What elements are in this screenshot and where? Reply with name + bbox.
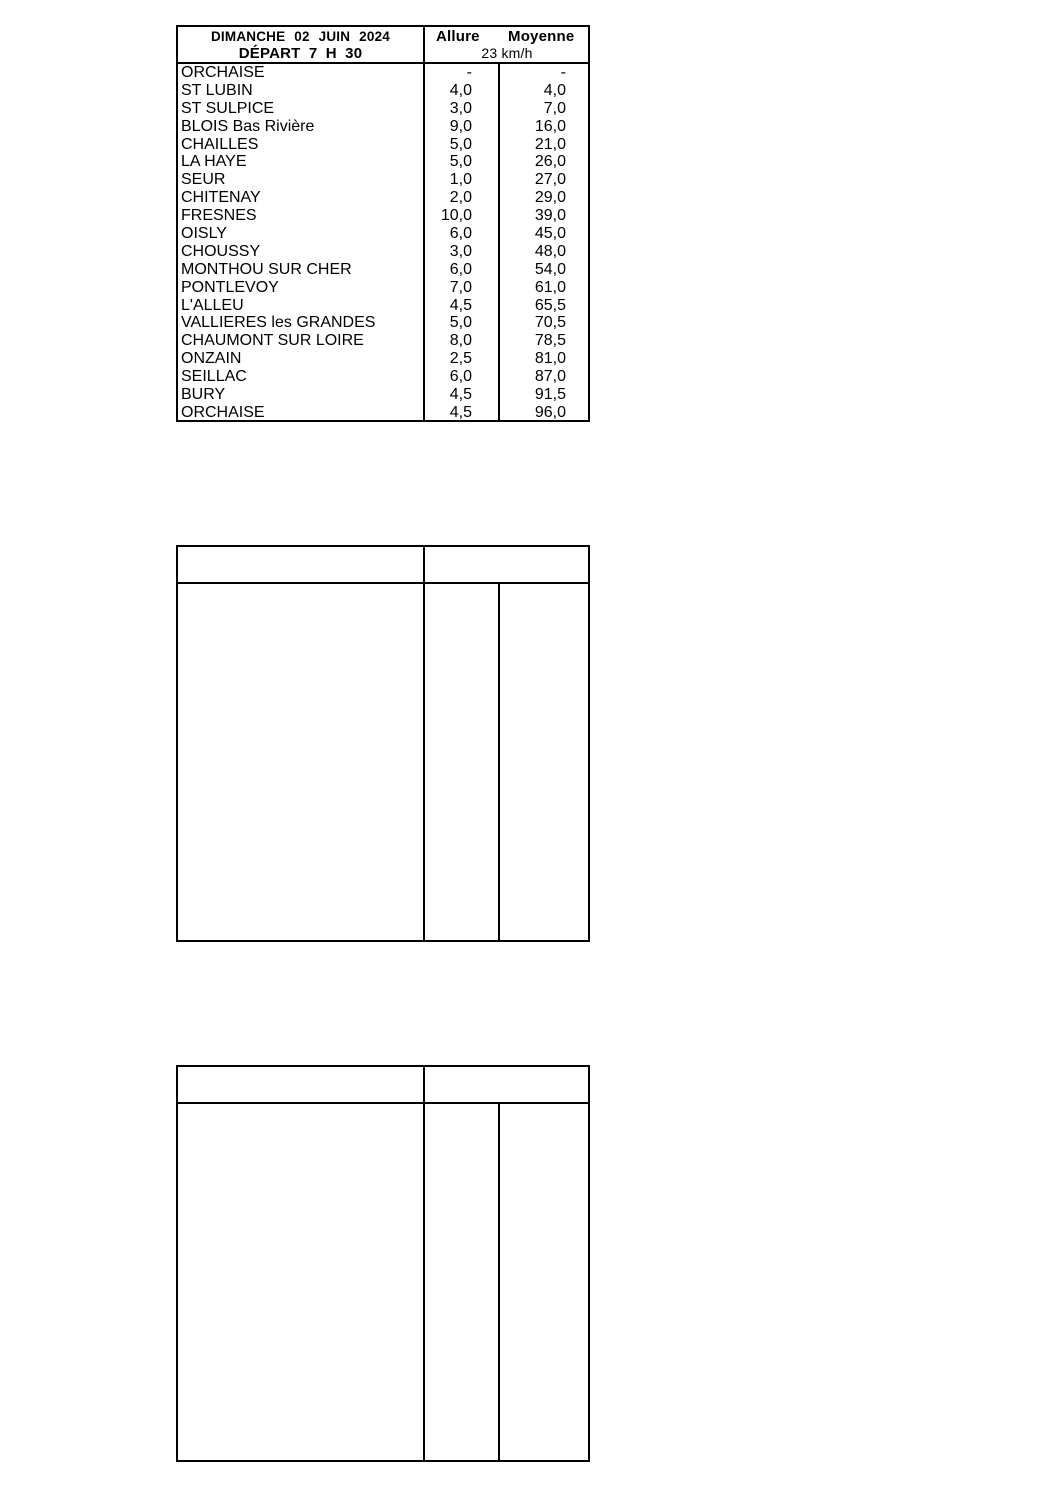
moyenne-value: 7,0 bbox=[543, 99, 566, 117]
moyenne-value: 21,0 bbox=[534, 135, 566, 153]
moyenne-value: - bbox=[560, 64, 566, 81]
allure-value: 9,0 bbox=[449, 117, 472, 135]
table-row bbox=[178, 332, 588, 350]
table-row bbox=[178, 225, 588, 243]
header-date: DIMANCHE 02 JUIN 2024 bbox=[210, 29, 390, 44]
header-divider bbox=[178, 1102, 588, 1104]
header-divider bbox=[178, 582, 588, 584]
table-row bbox=[178, 64, 588, 82]
allure-value: 2,5 bbox=[449, 350, 472, 368]
column-divider bbox=[498, 583, 500, 940]
moyenne-value: 81,0 bbox=[534, 350, 566, 368]
town-name: ST LUBIN bbox=[181, 81, 253, 99]
route-rows bbox=[178, 64, 588, 422]
table-row bbox=[178, 386, 588, 404]
town-name: FRESNES bbox=[181, 207, 257, 225]
moyenne-value: 27,0 bbox=[534, 171, 566, 189]
table-row bbox=[178, 118, 588, 136]
moyenne-value: 4,0 bbox=[543, 81, 566, 99]
town-name: SEUR bbox=[181, 171, 226, 189]
table-row bbox=[178, 297, 588, 315]
town-name: VALLIERES les GRANDES bbox=[181, 314, 376, 332]
allure-value: 10,0 bbox=[440, 207, 472, 225]
town-name: OISLY bbox=[181, 225, 227, 243]
moyenne-value: 45,0 bbox=[534, 225, 566, 243]
header-date-block bbox=[178, 28, 423, 62]
moyenne-value: 78,5 bbox=[534, 332, 566, 350]
allure-value: 5,0 bbox=[449, 135, 472, 153]
town-name: L'ALLEU bbox=[181, 296, 244, 314]
town-name: SEILLAC bbox=[181, 368, 247, 386]
table-row bbox=[178, 82, 588, 100]
header-moyenne: Moyenne bbox=[508, 28, 575, 45]
moyenne-value: 91,5 bbox=[534, 386, 566, 404]
moyenne-value: 54,0 bbox=[534, 260, 566, 278]
allure-value: 8,0 bbox=[449, 332, 472, 350]
table-row bbox=[178, 207, 588, 225]
town-name: ST SULPICE bbox=[181, 99, 275, 117]
town-name: ONZAIN bbox=[181, 350, 242, 368]
route-table bbox=[176, 25, 590, 422]
moyenne-value: 70,5 bbox=[534, 314, 566, 332]
column-divider bbox=[423, 1067, 425, 1460]
table-row bbox=[178, 171, 588, 189]
town-name: CHITENAY bbox=[181, 189, 261, 207]
header-depart: DÉPART 7 H 30 bbox=[238, 45, 363, 62]
town-name: LA HAYE bbox=[181, 153, 247, 171]
allure-value: - bbox=[466, 64, 472, 81]
allure-value: 6,0 bbox=[449, 260, 472, 278]
allure-value: 6,0 bbox=[449, 225, 472, 243]
moyenne-value: 65,5 bbox=[534, 296, 566, 314]
moyenne-value: 29,0 bbox=[534, 189, 566, 207]
table-row bbox=[178, 350, 588, 368]
table-row bbox=[178, 314, 588, 332]
town-name: ORCHAISE bbox=[181, 64, 265, 81]
moyenne-value: 96,0 bbox=[534, 403, 566, 421]
moyenne-value: 48,0 bbox=[534, 242, 566, 260]
town-name: ORCHAISE bbox=[181, 403, 265, 421]
moyenne-value: 39,0 bbox=[534, 207, 566, 225]
table-row bbox=[178, 279, 588, 297]
moyenne-value: 87,0 bbox=[534, 368, 566, 386]
moyenne-value: 26,0 bbox=[534, 153, 566, 171]
town-name: MONTHOU SUR CHER bbox=[181, 260, 352, 278]
allure-value: 2,0 bbox=[449, 189, 472, 207]
header-allure: Allure bbox=[436, 28, 480, 45]
allure-value: 5,0 bbox=[449, 153, 472, 171]
table-row bbox=[178, 243, 588, 261]
town-name: CHOUSSY bbox=[181, 242, 261, 260]
town-name: BLOIS Bas Rivière bbox=[181, 117, 315, 135]
allure-value: 5,0 bbox=[449, 314, 472, 332]
allure-value: 7,0 bbox=[449, 278, 472, 296]
allure-value: 4,5 bbox=[449, 403, 472, 421]
column-divider bbox=[498, 1103, 500, 1460]
allure-value: 6,0 bbox=[449, 368, 472, 386]
allure-value: 3,0 bbox=[449, 242, 472, 260]
moyenne-value: 16,0 bbox=[534, 117, 566, 135]
allure-value: 4,5 bbox=[449, 386, 472, 404]
table-row bbox=[178, 136, 588, 154]
header-speed: 23 km/h bbox=[481, 45, 533, 61]
town-name: CHAUMONT SUR LOIRE bbox=[181, 332, 364, 350]
table-row bbox=[178, 261, 588, 279]
table-row bbox=[178, 404, 588, 422]
allure-value: 3,0 bbox=[449, 99, 472, 117]
town-name: CHAILLES bbox=[181, 135, 259, 153]
allure-value: 4,5 bbox=[449, 296, 472, 314]
allure-value: 4,0 bbox=[449, 81, 472, 99]
allure-value: 1,0 bbox=[449, 171, 472, 189]
moyenne-value: 61,0 bbox=[534, 278, 566, 296]
table-row bbox=[178, 153, 588, 171]
table-row bbox=[178, 368, 588, 386]
empty-route-table bbox=[176, 1065, 590, 1462]
empty-route-table bbox=[176, 545, 590, 942]
table-row bbox=[178, 189, 588, 207]
column-divider bbox=[423, 547, 425, 940]
table-row bbox=[178, 100, 588, 118]
town-name: BURY bbox=[181, 386, 226, 404]
town-name: PONTLEVOY bbox=[181, 278, 279, 296]
